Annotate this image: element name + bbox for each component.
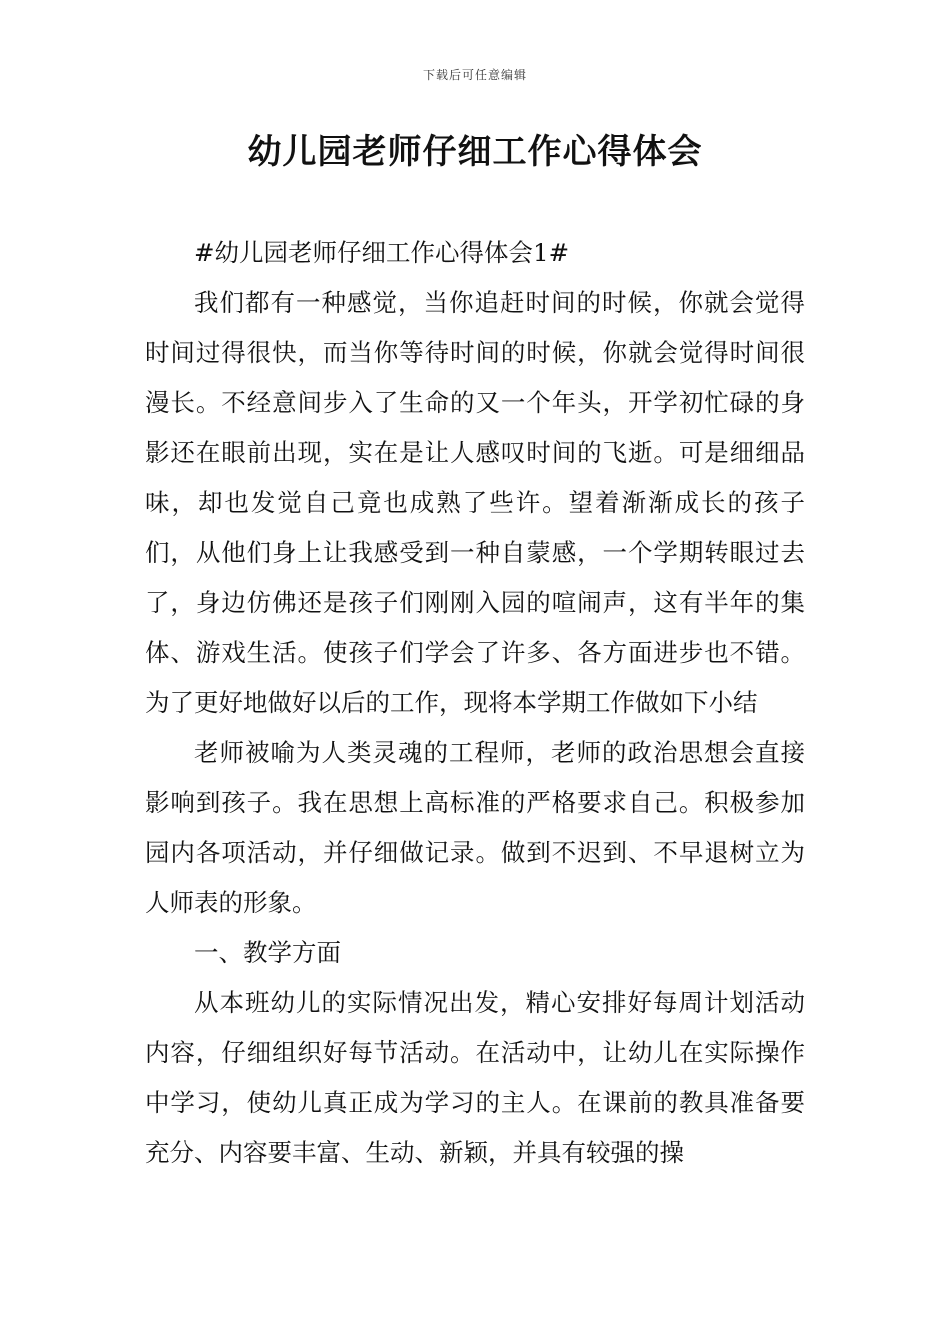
section-heading: #幼儿园老师仔细工作心得体会1#: [194, 238, 570, 267]
document-body: [145, 228, 805, 1178]
paragraph: 我们都有一种感觉，当你追赶时间的时候，你就会觉得时间过得很快，而当你等待时间的时候，你就会觉得时间很漫长。不经意间步入了生命的又一个年头，开学初忙碌的身影还在眼前出现，实在是让人感叹时间的飞逝。可是细细品味，却也发觉自己竟也成熟了些许。望着渐渐成长的孩子们，从他们身上让我感受到一种自蒙感，一个学期转眼过去了，身边仿佛还是孩子们刚刚入园的喧闹声，这有半年的集体、游戏生活。使孩子们学会了许多、各方面进步也不错。为了更好地做好以后的工作，现将本学期工作做如下小结: [145, 288, 805, 717]
paragraph: 老师被喻为人类灵魂的工程师，老师的政治思想会直接影响到孩子。我在思想上高标准的严格要求自己。积极参加园内各项活动，并仔细做记录。做到不迟到、不早退树立为人师表的形象。: [145, 738, 805, 917]
header-note: 下载后可任意编辑: [422, 68, 527, 82]
paragraph: 从本班幼儿的实际情况出发，精心安排好每周计划活动内容，仔细组织好每节活动。在活动中，让幼儿在实际操作中学习，使幼儿真正成为学习的主人。在课前的教具准备要充分、内容要丰富、生动、新颖，并具有较强的操: [145, 988, 805, 1167]
document-title: 幼儿园老师仔细工作心得体会: [247, 132, 703, 172]
section-heading: 一、教学方面: [194, 938, 341, 967]
